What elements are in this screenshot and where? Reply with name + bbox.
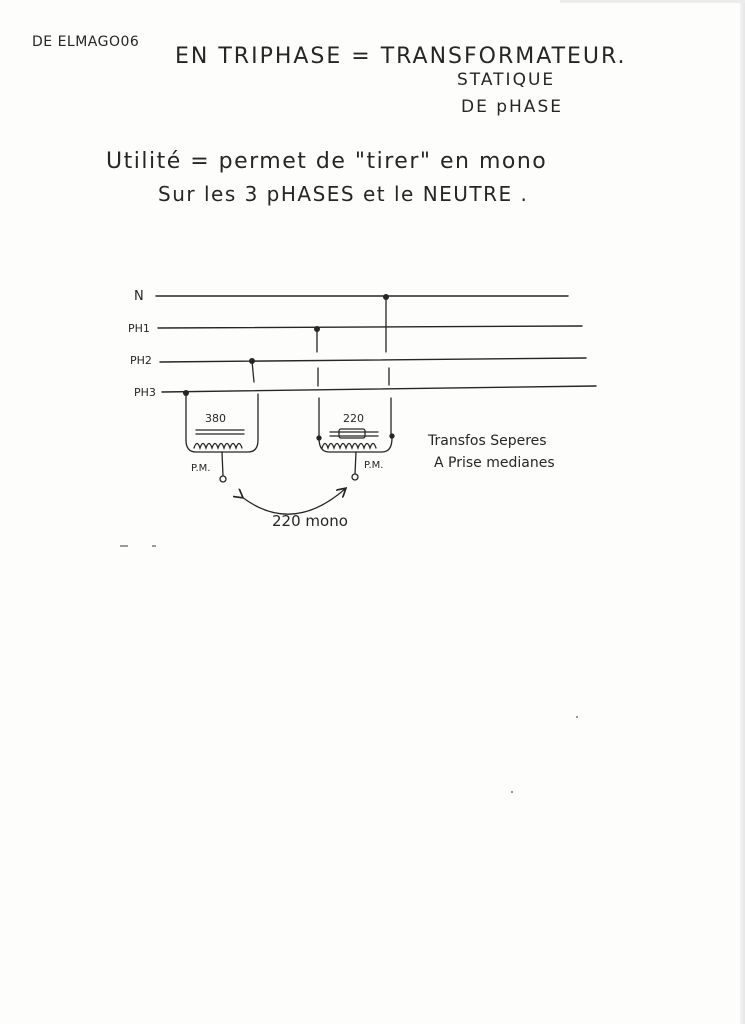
neutral-label: N bbox=[134, 289, 144, 304]
phase3-label: PH3 bbox=[134, 386, 156, 399]
right-pm-label: P.M. bbox=[364, 460, 384, 471]
scan-speck bbox=[120, 545, 128, 547]
scan-speck bbox=[576, 716, 578, 718]
note-line-2: A Prise medianes bbox=[434, 455, 555, 471]
utility-line-1: Utilité = permet de "tirer" en mono bbox=[106, 149, 548, 174]
left-rating: 380 bbox=[205, 412, 226, 425]
mono-output-label: 220 mono bbox=[272, 512, 348, 530]
scan-speck bbox=[511, 791, 513, 793]
utility-line-2: Sur les 3 pHASES et le NEUTRE . bbox=[158, 182, 529, 206]
left-pm-label: P.M. bbox=[191, 463, 211, 474]
phase1-label: PH1 bbox=[128, 322, 150, 335]
phase1-line bbox=[158, 326, 582, 328]
note-line-1: Transfos Seperes bbox=[428, 433, 547, 449]
drop-neutral bbox=[386, 297, 391, 438]
mono-output-arc bbox=[242, 489, 345, 514]
phase3-line bbox=[162, 386, 596, 392]
title-line-1: EN TRIPHASE = TRANSFORMATEUR. bbox=[175, 44, 627, 69]
title-line-3: DE pHASE bbox=[461, 97, 563, 117]
transformer-right bbox=[317, 429, 394, 480]
phase2-line bbox=[160, 358, 586, 362]
phase2-label: PH2 bbox=[130, 354, 152, 367]
drop-phase1 bbox=[317, 329, 319, 438]
scan-speck bbox=[152, 545, 156, 547]
author-signature: DE ELMAGO06 bbox=[32, 34, 140, 50]
left-center-tap bbox=[222, 452, 223, 476]
title-line-2: STATIQUE bbox=[457, 70, 556, 90]
drop-phase2 bbox=[252, 361, 254, 382]
right-center-tap bbox=[355, 452, 356, 474]
right-rating: 220 bbox=[343, 412, 364, 425]
